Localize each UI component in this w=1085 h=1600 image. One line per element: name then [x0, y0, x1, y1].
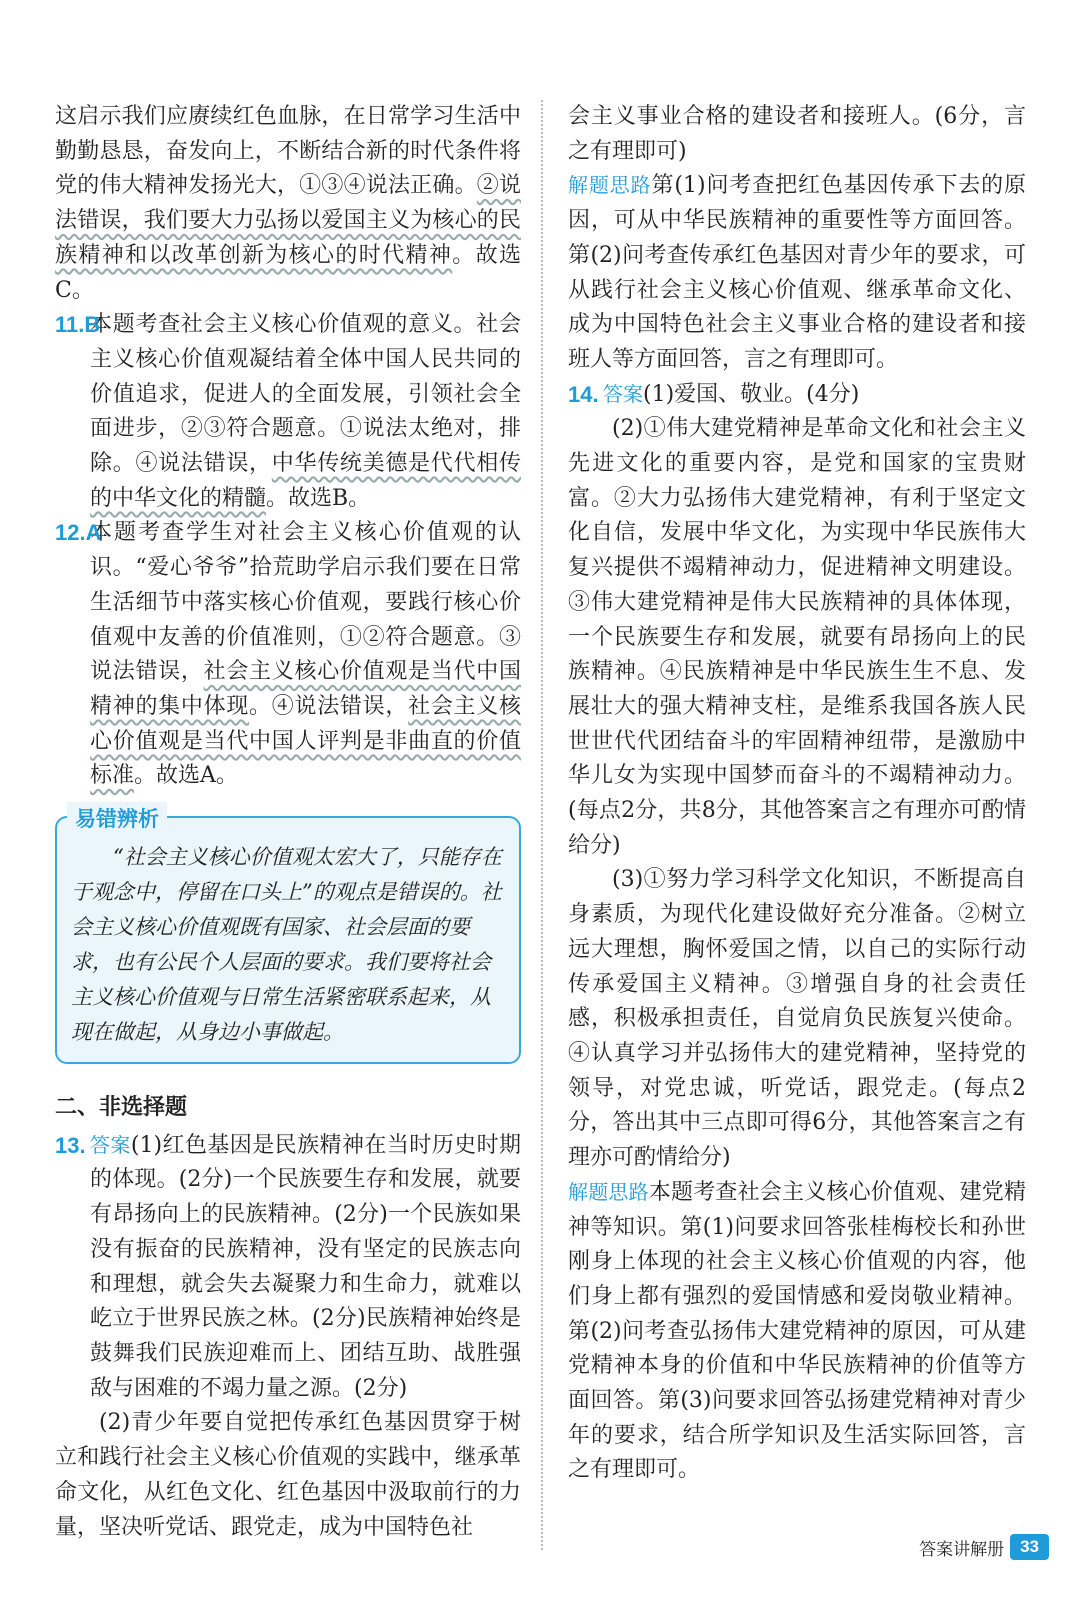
question-number: 11.B: [55, 312, 101, 338]
section-title: 二、非选择题: [55, 1094, 188, 1120]
key-phrase: 社会主义核心价值观是当代中国人评判是非曲直的价值标准: [90, 693, 521, 789]
answer-item-12: 12.A 本题考查学生对社会主义核心价值观的认识。“爱心爷爷”拾荒助学启示我们要在日常生活细节中落实核心价值观，要践行核心价值观中友善的价值准则，①②符合题意。③说法错误，社会主义核心价值观是当代中国精神的集中体现。④说法错误，社会主义核心价值观是当代中国人评判是非曲直的价值标准。故选A。: [55, 516, 521, 794]
left-column: [55, 100, 521, 1545]
solution-tip: 解题思路第(1)问考查把红色基因传承下去的原因，可从中华民族精神的重要性等方面回答。第(2)问考查传承红色基因对青少年的要求，可从践行社会主义核心价值观、继承革命文化、成为中国特色社会主义事业合格的建设者和接班人等方面回答，言之有理即可。: [568, 173, 1026, 372]
paragraph: 会主义事业合格的建设者和接班人。(6分，言之有理即可): [568, 104, 1026, 164]
question-number: 13.: [55, 1132, 86, 1158]
answer-tag: 答案: [603, 383, 643, 406]
footer-label: 答案讲解册: [919, 1539, 1005, 1559]
error-analysis-box: [55, 808, 521, 1064]
tip-tag: 解题思路: [568, 175, 652, 198]
box-title: 易错辨析: [67, 802, 167, 837]
page-footer: [919, 1534, 1049, 1560]
key-phrase: ②说法错误，我们要大力弘扬以爱国主义为核心的民族精神和以改革创新为核心的时代精神: [55, 173, 521, 268]
solution-tip: 解题思路本题考查社会主义核心价值观、建党精神等知识。第(1)问要求回答张桂梅校长和孙世刚身上体现的社会主义核心价值观的内容，他们身上都有强烈的爱国情感和爱岗敬业精神。第(2)问考查弘扬伟大建党精神的原因，可从建党精神本身的价值和中华民族精神的价值等方面回答。第(3)问要求回答弘扬建党精神对青少年的要求，结合所学知识及生活实际回答，言之有理即可。: [568, 1179, 1026, 1483]
paragraph: (3)①努力学习科学文化知识，不断提高自身素质，为现代化建设做好充分准备。②树立远大理想，胸怀爱国之情，以自己的实际行动传承爱国主义精神。③增强自身的社会责任感，积极承担责任，自觉肩负民族复兴使命。④认真学习并弘扬伟大的建党精神，坚持党的领导，对党忠诚，听党话，跟党走。(每点2分，答出其中三点即可得6分，其他答案言之有理亦可酌情给分): [568, 867, 1026, 1171]
column-divider: [541, 100, 543, 1550]
paragraph: (2)青少年要自觉把传承红色基因贯穿于树立和践行社会主义核心价值观的实践中，继承革命文化，从红色文化、红色基因中汲取前行的力量，坚决听党话、跟党走，成为中国特色社: [55, 1410, 521, 1540]
tip-tag: 解题思路: [568, 1181, 649, 1204]
page-number: 33: [1010, 1534, 1049, 1560]
answer-item-13: 13. 答案(1)红色基因是民族精神在当时历史时期的体现。(2分)一个民族要生存和发展，就要有昂扬向上的民族精神。(2分)一个民族如果没有振奋的民族精神，没有坚定的民族志向和理想，就会失去凝聚力和生命力，就难以屹立于世界民族之林。(2分)民族精神始终是鼓舞我们民族迎难而上、团结互助、战胜强敌与困难的不竭力量之源。(2分): [55, 1129, 521, 1407]
right-column: [568, 100, 1026, 1488]
box-text: “社会主义核心价值观太宏大了，只能存在于观念中，停留在口头上”的观点是错误的。社会主义核心价值观既有国家、社会层面的要求，也有公民个人层面的要求。我们要将社会主义核心价值观与日常生活紧密联系起来，从现在做起，从身边小事做起。: [71, 845, 502, 1045]
answer-item-14: 14. 答案(1)爱国、敬业。(4分): [568, 378, 1026, 413]
answer-item-11: 11.B 本题考查社会主义核心价值观的意义。社会主义核心价值观凝结着全体中国人民共同的价值追求，促进人的全面发展，引领社会全面进步，②③符合题意。①说法太绝对，排除。④说法错误，中华传统美德是代代相传的中华文化的精髓。故选B。: [55, 308, 521, 516]
paragraph: (2)①伟大建党精神是革命文化和社会主义先进文化的重要内容，是党和国家的宝贵财富。②大力弘扬伟大建党精神，有利于坚定文化自信，发展中华文化，为实现中华民族伟大复兴提供不竭精神动力，促进精神文明建设。③伟大建党精神是伟大民族精神的具体体现，一个民族要生存和发展，就要有昂扬向上的民族精神。④民族精神是中华民族生生不息、发展壮大的强大精神支柱，是维系我国各族人民世世代代团结奋斗的牢固精神纽带，是激励中华儿女为实现中国梦而奋斗的不竭精神动力。(每点2分，共8分，其他答案言之有理亦可酌情给分): [568, 416, 1026, 858]
question-number: 14.: [568, 381, 599, 407]
key-phrase: 中华传统美德是代代相传的中华文化的精髓: [90, 451, 521, 511]
paragraph: 这启示我们应赓续红色血脉，在日常学习生活中勤勤恳恳，奋发向上，不断结合新的时代条件将党的伟大精神发扬光大，①③④说法正确。②说法错误，我们要大力弘扬以爱国主义为核心的民族精神和以改革创新为核心的时代精神。故选C。: [55, 104, 521, 303]
key-phrase: 社会主义核心价值观是当代中国精神的集中体现: [90, 659, 521, 719]
question-number: 12.A: [55, 520, 102, 546]
answer-tag: 答案: [90, 1134, 131, 1157]
